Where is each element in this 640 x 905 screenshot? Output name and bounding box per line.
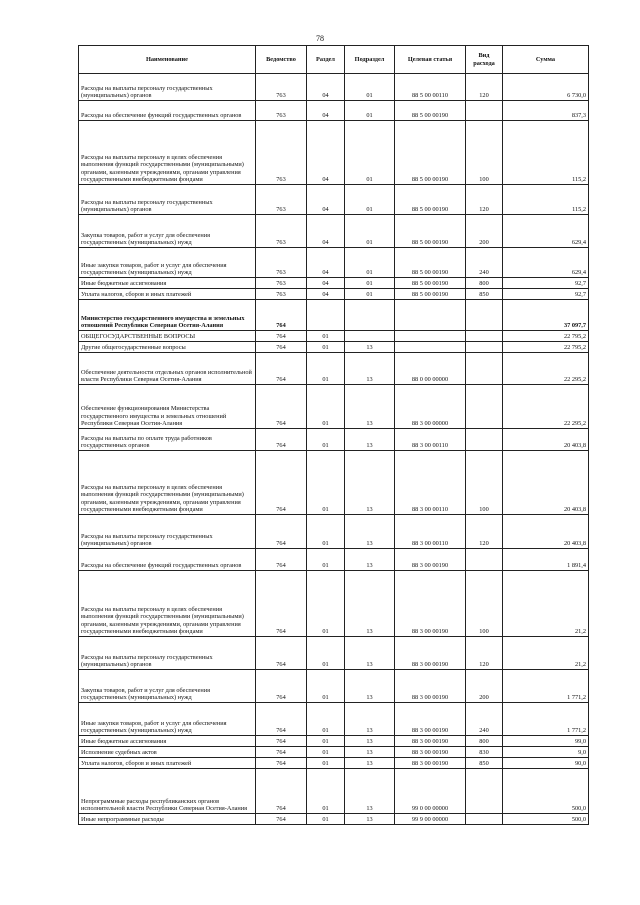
cell-razdel: 04 [307, 248, 345, 278]
header-podrazdel: Подраздел [345, 46, 395, 74]
cell-summa: 115,2 [503, 121, 589, 185]
cell-podrazdel: 13 [345, 758, 395, 769]
table-row [79, 451, 589, 515]
cell-vedomstvo: 764 [256, 515, 307, 549]
cell-name: Расходы на выплаты по оплате труда работников государственных органов [79, 429, 256, 451]
cell-vid-raskhoda: 120 [466, 185, 503, 215]
table-row [79, 101, 589, 121]
cell-tselevaya-statya: 88 3 00 00110 [395, 515, 466, 549]
cell-razdel: 01 [307, 429, 345, 451]
cell-vedomstvo: 764 [256, 769, 307, 814]
cell-tselevaya-statya: 88 3 00 00190 [395, 549, 466, 571]
cell-name: Иные закупки товаров, работ и услуг для обеспечения государственных (муниципальных) нужд [79, 703, 256, 736]
header-tselevaya-statya: Целевая статья [395, 46, 466, 74]
cell-name: Расходы на выплаты персоналу государственных (муниципальных) органов [79, 637, 256, 670]
cell-podrazdel: 13 [345, 549, 395, 571]
cell-tselevaya-statya: 99 0 00 00000 [395, 769, 466, 814]
cell-summa: 9,0 [503, 747, 589, 758]
cell-summa: 22 295,2 [503, 385, 589, 429]
cell-podrazdel: 13 [345, 571, 395, 637]
cell-vedomstvo: 764 [256, 451, 307, 515]
cell-vedomstvo: 764 [256, 300, 307, 331]
cell-tselevaya-statya: 88 3 00 00190 [395, 571, 466, 637]
cell-podrazdel: 01 [345, 278, 395, 289]
cell-tselevaya-statya: 88 0 00 00000 [395, 353, 466, 385]
cell-summa: 20 403,8 [503, 515, 589, 549]
cell-name: Расходы на выплаты персоналу государственных (муниципальных) органов [79, 185, 256, 215]
cell-name: Министерство государственного имущества и земельных отношений Республики Северная Осетия-Алания [79, 300, 256, 331]
cell-vid-raskhoda: 100 [466, 121, 503, 185]
cell-vid-raskhoda: 850 [466, 289, 503, 300]
header-name: Наименование [79, 46, 256, 74]
cell-razdel: 01 [307, 703, 345, 736]
table-row [79, 429, 589, 451]
cell-name: Расходы на выплаты персоналу в целях обеспечения выполнения функций государственными (муниципальными) органами, казенными учреждениями, органами управления государственными внебюджетными фондами [79, 571, 256, 637]
cell-name: Расходы на выплаты персоналу государственных (муниципальных) органов [79, 515, 256, 549]
cell-summa: 1 891,4 [503, 549, 589, 571]
cell-vid-raskhoda: 800 [466, 278, 503, 289]
cell-vid-raskhoda [466, 429, 503, 451]
cell-summa: 500,0 [503, 769, 589, 814]
cell-vedomstvo: 764 [256, 747, 307, 758]
cell-tselevaya-statya: 88 3 00 00190 [395, 637, 466, 670]
cell-razdel: 04 [307, 101, 345, 121]
cell-vid-raskhoda [466, 101, 503, 121]
cell-razdel: 04 [307, 121, 345, 185]
cell-razdel: 01 [307, 814, 345, 825]
table-row [79, 300, 589, 331]
cell-razdel: 01 [307, 736, 345, 747]
cell-tselevaya-statya: 88 3 00 00110 [395, 429, 466, 451]
cell-vedomstvo: 763 [256, 74, 307, 101]
cell-vid-raskhoda: 120 [466, 74, 503, 101]
table-row [79, 278, 589, 289]
cell-vedomstvo: 763 [256, 101, 307, 121]
cell-vid-raskhoda [466, 300, 503, 331]
cell-razdel: 01 [307, 331, 345, 342]
cell-tselevaya-statya: 88 5 00 00190 [395, 101, 466, 121]
cell-name: Закупка товаров, работ и услуг для обеспечения государственных (муниципальных) нужд [79, 670, 256, 703]
cell-vid-raskhoda: 240 [466, 248, 503, 278]
cell-podrazdel [345, 331, 395, 342]
table-row [79, 769, 589, 814]
table-header [79, 46, 589, 74]
cell-podrazdel: 13 [345, 670, 395, 703]
cell-summa: 1 771,2 [503, 703, 589, 736]
table-row [79, 289, 589, 300]
page-number: 78 [316, 34, 324, 43]
table-row [79, 215, 589, 248]
cell-vedomstvo: 763 [256, 121, 307, 185]
table-row [79, 814, 589, 825]
cell-vedomstvo: 764 [256, 758, 307, 769]
cell-podrazdel: 01 [345, 289, 395, 300]
cell-tselevaya-statya: 88 3 00 00190 [395, 703, 466, 736]
cell-vid-raskhoda [466, 331, 503, 342]
cell-vedomstvo: 764 [256, 703, 307, 736]
cell-podrazdel: 13 [345, 703, 395, 736]
cell-podrazdel: 13 [345, 429, 395, 451]
cell-razdel: 04 [307, 215, 345, 248]
cell-vedomstvo: 764 [256, 342, 307, 353]
header-vid-raskhoda: Вид расхода [466, 46, 503, 74]
cell-vedomstvo: 764 [256, 429, 307, 451]
cell-podrazdel: 13 [345, 451, 395, 515]
cell-vid-raskhoda [466, 549, 503, 571]
cell-vid-raskhoda [466, 353, 503, 385]
cell-tselevaya-statya: 88 5 00 00190 [395, 121, 466, 185]
cell-name: Расходы на выплаты персоналу государственных (муниципальных) органов [79, 74, 256, 101]
cell-name: Иные бюджетные ассигнования [79, 736, 256, 747]
cell-summa: 1 771,2 [503, 670, 589, 703]
cell-vedomstvo: 763 [256, 185, 307, 215]
cell-razdel: 01 [307, 515, 345, 549]
cell-vid-raskhoda [466, 769, 503, 814]
cell-summa: 500,0 [503, 814, 589, 825]
cell-podrazdel: 13 [345, 814, 395, 825]
cell-vid-raskhoda: 830 [466, 747, 503, 758]
cell-vedomstvo: 764 [256, 571, 307, 637]
cell-podrazdel: 13 [345, 385, 395, 429]
cell-podrazdel: 13 [345, 342, 395, 353]
cell-vedomstvo: 764 [256, 549, 307, 571]
cell-tselevaya-statya: 88 3 00 00190 [395, 736, 466, 747]
cell-summa: 6 730,0 [503, 74, 589, 101]
cell-razdel: 01 [307, 571, 345, 637]
table-row [79, 121, 589, 185]
cell-razdel: 01 [307, 451, 345, 515]
cell-vedomstvo: 764 [256, 670, 307, 703]
cell-razdel: 04 [307, 185, 345, 215]
cell-name: Другие общегосударственные вопросы [79, 342, 256, 353]
cell-tselevaya-statya [395, 342, 466, 353]
cell-summa: 629,4 [503, 215, 589, 248]
cell-vedomstvo: 764 [256, 385, 307, 429]
cell-summa: 21,2 [503, 637, 589, 670]
cell-summa: 837,3 [503, 101, 589, 121]
table-row [79, 670, 589, 703]
cell-summa: 22 295,2 [503, 353, 589, 385]
cell-razdel: 01 [307, 549, 345, 571]
cell-summa: 115,2 [503, 185, 589, 215]
cell-name: Расходы на обеспечение функций государственных органов [79, 549, 256, 571]
cell-summa: 92,7 [503, 289, 589, 300]
cell-summa: 92,7 [503, 278, 589, 289]
cell-vedomstvo: 764 [256, 637, 307, 670]
cell-tselevaya-statya: 88 5 00 00190 [395, 185, 466, 215]
cell-name: Иные закупки товаров, работ и услуг для обеспечения государственных (муниципальных) нужд [79, 248, 256, 278]
cell-vid-raskhoda: 100 [466, 451, 503, 515]
cell-summa: 90,0 [503, 758, 589, 769]
table-row [79, 571, 589, 637]
cell-name: Обеспечение деятельности отдельных органов исполнительной власти Республики Северная Осетия-Алания [79, 353, 256, 385]
cell-razdel: 01 [307, 637, 345, 670]
cell-vedomstvo: 763 [256, 289, 307, 300]
cell-tselevaya-statya: 88 5 00 00190 [395, 278, 466, 289]
cell-summa: 22 795,2 [503, 342, 589, 353]
cell-razdel [307, 300, 345, 331]
cell-name: ОБЩЕГОСУДАРСТВЕННЫЕ ВОПРОСЫ [79, 331, 256, 342]
cell-name: Расходы на выплаты персоналу в целях обеспечения выполнения функций государственными (муниципальными) органами, казенными учреждениями, органами управления государственными внебюджетными фондами [79, 451, 256, 515]
cell-razdel: 01 [307, 385, 345, 429]
cell-vedomstvo: 764 [256, 736, 307, 747]
header-razdel: Раздел [307, 46, 345, 74]
table-row [79, 385, 589, 429]
cell-razdel: 01 [307, 758, 345, 769]
cell-vid-raskhoda: 200 [466, 215, 503, 248]
cell-summa: 20 403,8 [503, 451, 589, 515]
cell-podrazdel: 13 [345, 736, 395, 747]
cell-name: Расходы на выплаты персоналу в целях обеспечения выполнения функций государственными (муниципальными) органами, казенными учреждениями, органами управления государственными внебюджетными фондами [79, 121, 256, 185]
cell-summa: 20 403,8 [503, 429, 589, 451]
cell-name: Непрограммные расходы республиканских органов исполнительной власти Республики Северная Осетия-Алания [79, 769, 256, 814]
cell-summa: 22 795,2 [503, 331, 589, 342]
cell-vid-raskhoda: 100 [466, 571, 503, 637]
cell-tselevaya-statya: 88 3 00 00190 [395, 747, 466, 758]
cell-podrazdel: 13 [345, 769, 395, 814]
cell-vedomstvo: 764 [256, 353, 307, 385]
cell-podrazdel: 01 [345, 248, 395, 278]
cell-tselevaya-statya [395, 300, 466, 331]
table-row [79, 747, 589, 758]
cell-vid-raskhoda: 240 [466, 703, 503, 736]
table-row [79, 736, 589, 747]
header-vedomstvo: Ведомство [256, 46, 307, 74]
table-row [79, 515, 589, 549]
cell-vid-raskhoda [466, 385, 503, 429]
table-row [79, 637, 589, 670]
table-row [79, 758, 589, 769]
header-summa: Сумма [503, 46, 589, 74]
cell-tselevaya-statya [395, 331, 466, 342]
cell-vedomstvo: 763 [256, 248, 307, 278]
cell-vedomstvo: 764 [256, 814, 307, 825]
header-row [79, 46, 589, 74]
table-row [79, 331, 589, 342]
cell-name: Иные непрограммные расходы [79, 814, 256, 825]
cell-podrazdel: 01 [345, 215, 395, 248]
cell-name: Закупка товаров, работ и услуг для обеспечения государственных (муниципальных) нужд [79, 215, 256, 248]
cell-tselevaya-statya: 99 9 00 00000 [395, 814, 466, 825]
cell-name: Уплата налогов, сборов и иных платежей [79, 758, 256, 769]
cell-vid-raskhoda: 120 [466, 637, 503, 670]
table-row [79, 248, 589, 278]
cell-razdel: 01 [307, 353, 345, 385]
cell-podrazdel: 13 [345, 637, 395, 670]
cell-tselevaya-statya: 88 3 00 00110 [395, 451, 466, 515]
cell-tselevaya-statya: 88 5 00 00190 [395, 248, 466, 278]
cell-tselevaya-statya: 88 3 00 00190 [395, 670, 466, 703]
cell-razdel: 01 [307, 769, 345, 814]
cell-podrazdel: 01 [345, 101, 395, 121]
cell-name: Уплата налогов, сборов и иных платежей [79, 289, 256, 300]
cell-tselevaya-statya: 88 5 00 00110 [395, 74, 466, 101]
cell-tselevaya-statya: 88 3 00 00000 [395, 385, 466, 429]
cell-razdel: 01 [307, 747, 345, 758]
cell-name: Расходы на обеспечение функций государственных органов [79, 101, 256, 121]
table-row [79, 342, 589, 353]
budget-table [78, 45, 589, 825]
cell-tselevaya-statya: 88 5 00 00190 [395, 289, 466, 300]
cell-podrazdel: 13 [345, 515, 395, 549]
cell-razdel: 04 [307, 74, 345, 101]
table-row [79, 74, 589, 101]
table-row [79, 185, 589, 215]
cell-podrazdel: 13 [345, 747, 395, 758]
cell-vedomstvo: 763 [256, 215, 307, 248]
cell-razdel: 04 [307, 289, 345, 300]
cell-vedomstvo: 764 [256, 331, 307, 342]
cell-podrazdel: 01 [345, 121, 395, 185]
table-row [79, 549, 589, 571]
cell-summa: 629,4 [503, 248, 589, 278]
cell-vid-raskhoda [466, 342, 503, 353]
cell-vid-raskhoda: 850 [466, 758, 503, 769]
cell-summa: 99,0 [503, 736, 589, 747]
cell-vid-raskhoda: 120 [466, 515, 503, 549]
cell-podrazdel: 01 [345, 185, 395, 215]
cell-podrazdel: 13 [345, 353, 395, 385]
cell-podrazdel: 01 [345, 74, 395, 101]
cell-vedomstvo: 763 [256, 278, 307, 289]
cell-podrazdel [345, 300, 395, 331]
cell-summa: 21,2 [503, 571, 589, 637]
table-body [79, 74, 589, 825]
cell-vid-raskhoda: 200 [466, 670, 503, 703]
cell-vid-raskhoda [466, 814, 503, 825]
table-row [79, 703, 589, 736]
cell-name: Обеспечение функционирования Министерства государственного имущества и земельных отношений Республики Северная Осетия-Алания [79, 385, 256, 429]
cell-razdel: 01 [307, 342, 345, 353]
cell-name: Иные бюджетные ассигнования [79, 278, 256, 289]
cell-summa: 37 097,7 [503, 300, 589, 331]
cell-tselevaya-statya: 88 3 00 00190 [395, 758, 466, 769]
cell-vid-raskhoda: 800 [466, 736, 503, 747]
cell-name: Исполнение судебных актов [79, 747, 256, 758]
cell-tselevaya-statya: 88 5 00 00190 [395, 215, 466, 248]
cell-razdel: 04 [307, 278, 345, 289]
table-row [79, 353, 589, 385]
cell-razdel: 01 [307, 670, 345, 703]
